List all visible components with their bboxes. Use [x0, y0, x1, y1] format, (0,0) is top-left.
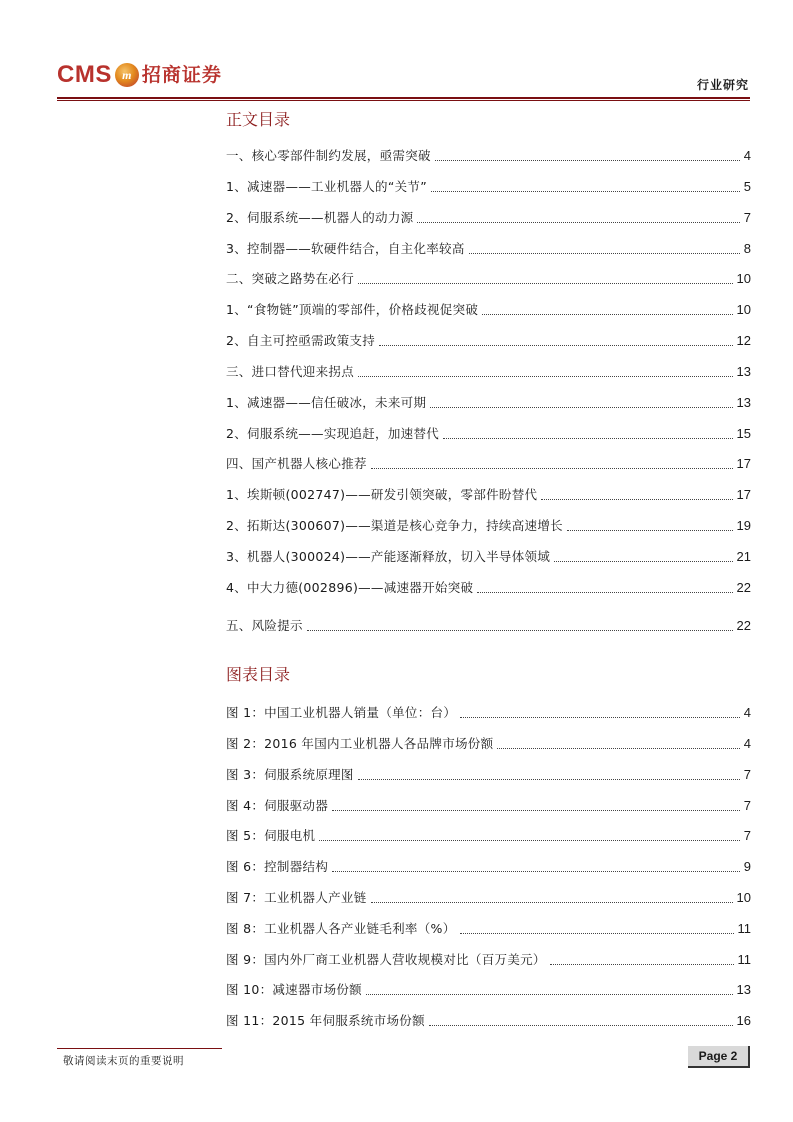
- toc-entry-page[interactable]: 7: [743, 828, 751, 843]
- toc-dot-leader: [431, 191, 740, 192]
- toc-dot-leader: [482, 314, 732, 315]
- toc-entry-label[interactable]: 3、机器人(300024)——产能逐渐释放，切入半导体领域: [226, 549, 551, 564]
- toc-dot-leader: [429, 1025, 733, 1026]
- header-divider: [57, 97, 750, 99]
- toc-dot-leader: [371, 468, 733, 469]
- toc-entry-label[interactable]: 图 6：控制器结构: [226, 859, 329, 874]
- toc-entry-label[interactable]: 图 5：伺服电机: [226, 828, 316, 843]
- footer-note: 敬请阅读末页的重要说明: [63, 1055, 184, 1067]
- toc-dot-leader: [497, 748, 739, 749]
- footer-divider: [57, 1048, 222, 1049]
- toc-entry-label[interactable]: 图 2：2016 年国内工业机器人各品牌市场份额: [226, 736, 494, 751]
- toc-entry-page[interactable]: 4: [743, 148, 751, 163]
- toc-entry[interactable]: [226, 765, 751, 785]
- company-logo: [57, 60, 222, 90]
- toc-dot-leader: [319, 840, 739, 841]
- toc-dot-leader: [366, 994, 733, 995]
- toc-entry-page[interactable]: 12: [736, 333, 751, 348]
- toc-entry[interactable]: [226, 208, 751, 228]
- toc-entry[interactable]: [226, 796, 751, 816]
- toc-entry-page[interactable]: 10: [736, 271, 751, 286]
- toc-entry-page[interactable]: 13: [736, 982, 751, 997]
- toc-dot-leader: [460, 933, 734, 934]
- toc-entry[interactable]: [226, 616, 751, 636]
- toc-entry-label[interactable]: 2、拓斯达(300607)——渠道是核心竞争力，持续高速增长: [226, 518, 563, 533]
- toc-entry[interactable]: [226, 919, 751, 939]
- header-divider-thin: [57, 100, 750, 101]
- toc-dot-leader: [460, 717, 740, 718]
- page-header: [0, 0, 793, 100]
- toc-entry[interactable]: [226, 269, 751, 289]
- toc-dot-leader: [307, 630, 733, 631]
- toc-entry-page[interactable]: 10: [736, 302, 751, 317]
- toc-entry[interactable]: [226, 980, 751, 1000]
- toc-entry[interactable]: [226, 888, 751, 908]
- toc-entry[interactable]: [226, 331, 751, 351]
- toc-entry-label[interactable]: 2、自主可控亟需政策支持: [226, 333, 376, 348]
- toc-entry-page[interactable]: 22: [736, 618, 751, 633]
- toc-dot-leader: [554, 561, 732, 562]
- toc-entry-page[interactable]: 8: [743, 241, 751, 256]
- toc-dot-leader: [417, 222, 739, 223]
- toc-entry-label[interactable]: 图 10：减速器市场份额: [226, 982, 362, 997]
- toc-dot-leader: [371, 902, 733, 903]
- toc-entry[interactable]: [226, 547, 751, 567]
- toc-dot-leader: [430, 407, 732, 408]
- toc-entry-page[interactable]: 5: [743, 179, 751, 194]
- toc-entry[interactable]: [226, 239, 751, 259]
- toc-body-title: 正文目录: [226, 110, 291, 129]
- toc-entry-page[interactable]: 17: [736, 456, 751, 471]
- toc-entry-label[interactable]: 图 1：中国工业机器人销量（单位：台）: [226, 705, 457, 720]
- toc-entry-label[interactable]: 2、伺服系统——实现追赶，加速替代: [226, 426, 440, 441]
- toc-entry-page[interactable]: 15: [736, 426, 751, 441]
- toc-entry-page[interactable]: 16: [736, 1013, 751, 1028]
- toc-dot-leader: [443, 438, 732, 439]
- toc-entry-label[interactable]: 四、国产机器人核心推荐: [226, 456, 367, 471]
- toc-dot-leader: [379, 345, 732, 346]
- toc-entry[interactable]: [226, 578, 751, 598]
- toc-dot-leader: [358, 376, 733, 377]
- toc-entry-label[interactable]: 三、进口替代迎来拐点: [226, 364, 355, 379]
- page-number-badge: Page 2: [688, 1046, 750, 1068]
- toc-entry-label[interactable]: 3、控制器——软硬件结合，自主化率较高: [226, 241, 465, 256]
- toc-dot-leader: [541, 499, 732, 500]
- logo-latin-text: CMS: [57, 61, 112, 88]
- toc-entry-label[interactable]: 图 9：国内外厂商工业机器人营收规模对比（百万美元）: [226, 952, 546, 967]
- toc-entry[interactable]: [226, 300, 751, 320]
- logo-chinese-text: 招商证券: [141, 64, 222, 86]
- toc-entry-label[interactable]: 图 3：伺服系统原理图: [226, 767, 354, 782]
- toc-dot-leader: [567, 530, 733, 531]
- toc-entry-label[interactable]: 图 4：伺服驱动器: [226, 798, 329, 813]
- toc-figures-title: 图表目录: [226, 665, 291, 684]
- toc-entry-page[interactable]: 21: [736, 549, 751, 564]
- toc-entry-page[interactable]: 9: [743, 859, 751, 874]
- toc-entry-label[interactable]: 二、突破之路势在必行: [226, 271, 355, 286]
- toc-entry-label[interactable]: 1、减速器——信任破冰，未来可期: [226, 395, 427, 410]
- toc-dot-leader: [358, 283, 733, 284]
- toc-entry[interactable]: [226, 177, 751, 197]
- toc-entry-label[interactable]: 4、中大力德(002896)——减速器开始突破: [226, 580, 474, 595]
- toc-entry[interactable]: [226, 1011, 751, 1031]
- toc-entry-label[interactable]: 1、减速器——工业机器人的“关节”: [226, 179, 428, 194]
- toc-dot-leader: [358, 779, 740, 780]
- toc-entry-page[interactable]: 22: [736, 580, 751, 595]
- toc-dot-leader: [477, 592, 732, 593]
- toc-entry-page[interactable]: 7: [743, 798, 751, 813]
- toc-entry-label[interactable]: 五、风险提示: [226, 618, 303, 633]
- toc-entry-label[interactable]: 1、埃斯顿(002747)——研发引领突破，零部件盼替代: [226, 487, 538, 502]
- toc-dot-leader: [332, 871, 740, 872]
- toc-entry[interactable]: [226, 146, 751, 166]
- toc-entry-label[interactable]: 图 8：工业机器人各产业链毛利率（%）: [226, 921, 456, 936]
- toc-entry[interactable]: [226, 454, 751, 474]
- toc-entry-page[interactable]: 4: [743, 736, 751, 751]
- toc-entry-label[interactable]: 图 11：2015 年伺服系统市场份额: [226, 1013, 425, 1028]
- toc-dot-leader: [435, 160, 740, 161]
- toc-entry-page[interactable]: 13: [736, 395, 751, 410]
- toc-dot-leader: [550, 964, 734, 965]
- toc-entry[interactable]: [226, 362, 751, 382]
- toc-entry-page[interactable]: 7: [743, 767, 751, 782]
- toc-entry[interactable]: [226, 734, 751, 754]
- toc-entry-page[interactable]: 11: [737, 952, 751, 967]
- toc-dot-leader: [332, 810, 740, 811]
- toc-entry[interactable]: [226, 424, 751, 444]
- toc-entry[interactable]: [226, 516, 751, 536]
- toc-entry-label[interactable]: 2、伺服系统——机器人的动力源: [226, 210, 414, 225]
- report-category: 行业研究: [696, 78, 749, 92]
- toc-entry-page[interactable]: 7: [743, 210, 751, 225]
- toc-entry-label[interactable]: 1、“食物链”顶端的零部件，价格歧视促突破: [226, 302, 479, 317]
- toc-entry-page[interactable]: 19: [736, 518, 751, 533]
- toc-dot-leader: [469, 253, 740, 254]
- logo-emblem-icon: m: [115, 63, 139, 87]
- toc-entry[interactable]: [226, 703, 751, 723]
- toc-entry-page[interactable]: 4: [743, 705, 751, 720]
- toc-entry[interactable]: [226, 857, 751, 877]
- toc-entry-label[interactable]: 一、核心零部件制约发展，亟需突破: [226, 148, 431, 163]
- toc-entry-label[interactable]: 图 7：工业机器人产业链: [226, 890, 367, 905]
- toc-entry[interactable]: [226, 485, 751, 505]
- toc-entry-page[interactable]: 11: [737, 921, 751, 936]
- toc-entry[interactable]: [226, 393, 751, 413]
- toc-entry-page[interactable]: 13: [736, 364, 751, 379]
- toc-entry-page[interactable]: 10: [736, 890, 751, 905]
- toc-entry-page[interactable]: 17: [736, 487, 751, 502]
- toc-entry[interactable]: [226, 826, 751, 846]
- toc-entry[interactable]: [226, 950, 751, 970]
